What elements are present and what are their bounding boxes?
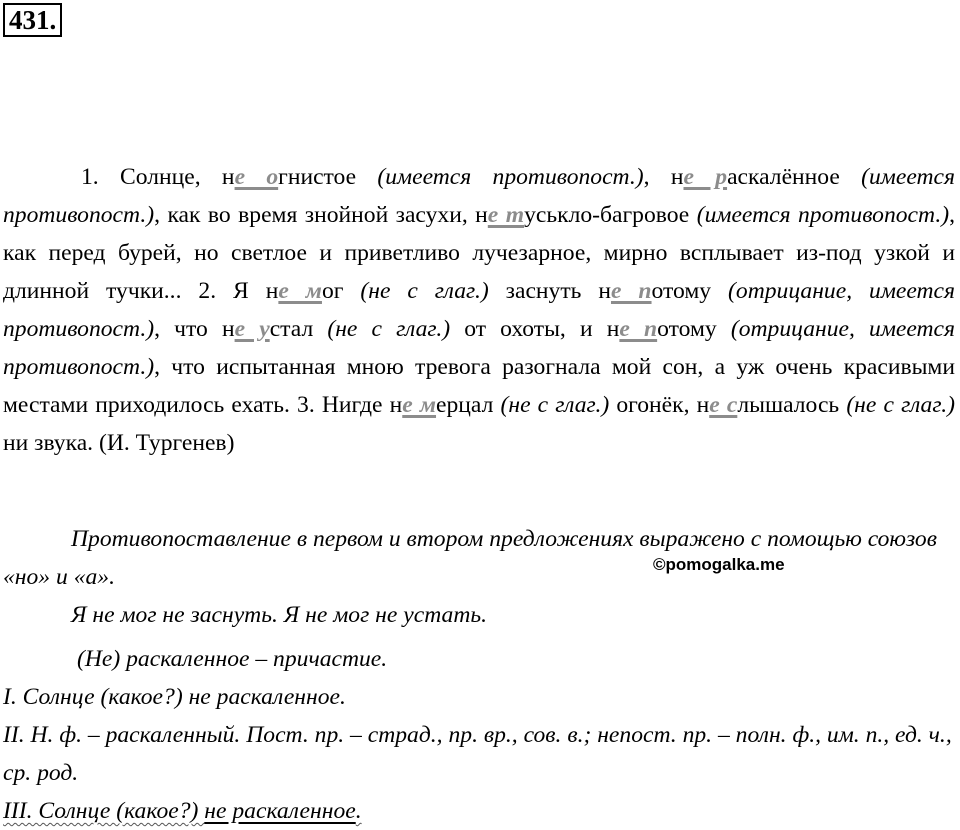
text-fragment: ерцал — [436, 392, 501, 418]
text-fragment: отому — [657, 316, 731, 342]
text-fragment: лышалось — [737, 392, 847, 418]
text-fragment: аскалённое — [727, 164, 862, 190]
text-fragment: , как перед бурей, но светлое и приветливо лучезарное, мирно всплывает из-под узкой и длинной тучки... 2. Я н — [3, 202, 956, 304]
highlighted-letters: е т — [487, 202, 525, 228]
explanation-line: (Не) раскаленное – причастие. — [77, 646, 388, 672]
highlighted-letters: е у — [234, 316, 270, 342]
grammar-note: (имеется противопост.) — [377, 164, 644, 190]
text-fragment: гнистое — [278, 164, 378, 190]
highlighted-letters: е с — [709, 392, 738, 418]
explanation-block — [3, 520, 955, 830]
grammar-note: (не с глаг.) — [327, 316, 451, 342]
text-fragment: ни звука. (И. Тургенев) — [3, 430, 235, 456]
text-fragment: от охоты, и н — [450, 316, 620, 342]
text-fragment: уськло-багровое — [524, 202, 697, 228]
text-fragment: огонёк, н — [609, 392, 710, 418]
text-fragment: . — [355, 798, 362, 824]
text-fragment: отому — [651, 278, 729, 304]
grammar-note: (отрицание, имеется противопост.) — [3, 278, 955, 342]
text-fragment: ог — [321, 278, 361, 304]
explanation-line: Противопоставление в первом и втором предложениях выражено с помощью союзов «но» и «а». — [3, 526, 937, 590]
watermark: ©pomogalka.me — [653, 555, 785, 574]
text-fragment: , что н — [154, 316, 235, 342]
text-fragment: III. Солнце (какое?) — [3, 798, 205, 824]
explanation-line — [3, 792, 955, 830]
text-fragment: стал — [269, 316, 328, 342]
grammar-note: (не с глаг.) — [500, 392, 610, 418]
underlined-predicate: не раскаленное — [204, 798, 356, 824]
grammar-note: (отрицание, имеется противопост.) — [3, 316, 955, 380]
explanation-line: II. Н. ф. – раскаленный. Пост. пр. – страд., пр. вр., сов. в.; непост. пр. – полн. ф., им. п., ед. ч., ср. род. — [3, 722, 952, 786]
task-number: 431. — [3, 3, 62, 37]
text-fragment: , н — [643, 164, 684, 190]
highlighted-letters: е п — [610, 278, 652, 304]
highlighted-letters: е о — [234, 164, 279, 190]
grammar-note: (не с глаг.) — [360, 278, 489, 304]
exercise-text — [3, 158, 955, 462]
text-fragment: 1. Солнце, н — [81, 164, 235, 190]
explanation-line: I. Солнце (какое?) не раскаленное. — [3, 684, 346, 710]
grammar-note: (имеется противопост.) — [3, 164, 955, 228]
explanation-line: Я не мог не заснуть. Я не мог не устать. — [71, 602, 487, 628]
grammar-note: (не с глаг.) — [846, 392, 955, 418]
grammar-note: (имеется противопост.) — [696, 202, 950, 228]
text-fragment: , как во время знойной засухи, н — [154, 202, 488, 228]
highlighted-letters: е п — [619, 316, 658, 342]
highlighted-letters: е м — [402, 392, 437, 418]
text-fragment: , что испытанная мною тревога разогнала мой сон, а уж очень красивыми местами приходилось ехать. 3. Нигде н — [3, 354, 955, 418]
text-fragment: заснуть н — [488, 278, 611, 304]
highlighted-letters: е р — [683, 164, 728, 190]
highlighted-letters: е м — [278, 278, 322, 304]
